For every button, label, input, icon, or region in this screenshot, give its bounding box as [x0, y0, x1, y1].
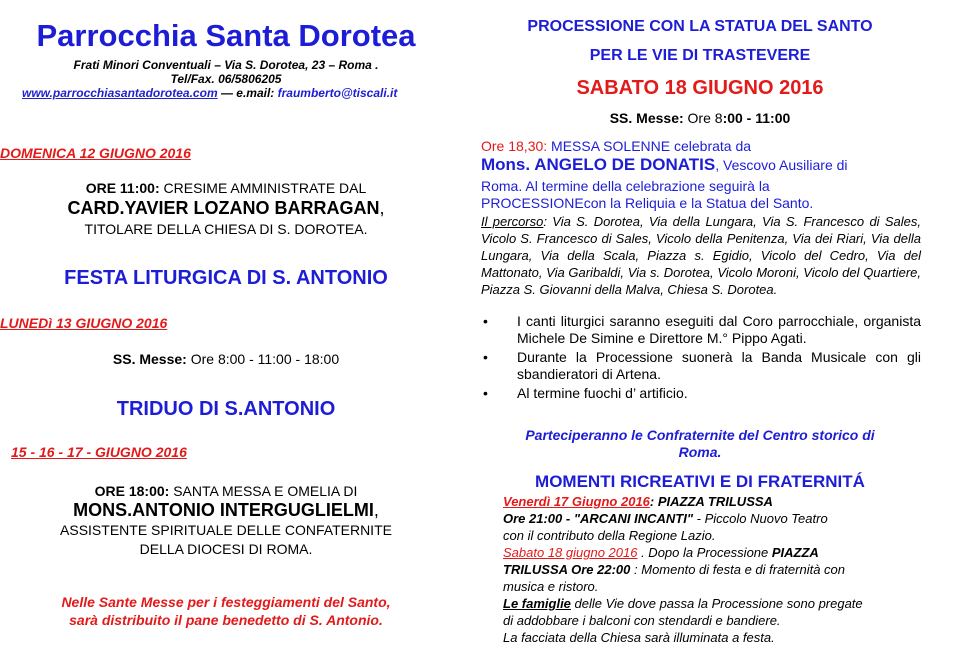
- friday-place: : PIAZZA TRILUSSA: [649, 494, 773, 509]
- friday-line: [503, 493, 923, 510]
- ceremony-line: Roma. Al termine della celebrazione seguirà la: [481, 178, 770, 194]
- saturday-line: [503, 544, 923, 561]
- saturday-event-time: TRILUSSA Ore 22:00: [503, 562, 631, 577]
- triduo-time-line: [0, 483, 452, 499]
- bullet-text: Durante la Processione suonerà la Banda Musicale con gli sbandieratori di Artena.: [517, 349, 921, 382]
- monsignor-role-2: DELLA DIOCESI DI ROMA.: [139, 541, 313, 557]
- triduo-time: ORE 18:00:: [94, 483, 170, 499]
- sunday-desc: CRESIME AMMINISTRATE DAL: [159, 180, 367, 196]
- saturday-mass-line: [470, 110, 930, 126]
- procession-title-2: PER LE VIE DI TRASTEVERE: [589, 47, 811, 64]
- monday-mass-label: SS. Messe:: [112, 351, 187, 367]
- saturday-mass-c: :00: [770, 110, 791, 126]
- saturday-event-place: PIAZZA: [771, 545, 819, 560]
- families-desc-2: di addobbare i balconi con stendardi e bandiere.: [503, 613, 781, 628]
- solemn-mass-time: Ore 18,30:: [481, 138, 552, 154]
- website-link[interactable]: www.parrocchiasantadorotea.com: [22, 86, 218, 100]
- route-label: Il percorso: [481, 214, 544, 229]
- bishop-name: Mons. ANGELO DE DONATIS: [481, 155, 716, 174]
- sunday-time: ORE 11:00:: [85, 180, 160, 196]
- bullet-text: I canti liturgici saranno eseguiti dal Coro parrocchiale, organista Michele De Simine e Direttore M.° Pippo Agati.: [517, 313, 921, 346]
- email-separator: — e.mail:: [217, 86, 278, 100]
- monsignor-role-1: ASSISTENTE SPIRITUALE DELLE CONFATERNITE: [60, 522, 392, 538]
- parish-title: Parrocchia Santa Dorotea: [36, 18, 416, 53]
- bullet-item: [481, 313, 921, 347]
- bread-note-2: sarà distribuito il pane benedetto di S. Antonio.: [69, 612, 383, 628]
- bullet-dot: •: [483, 349, 488, 365]
- bullet-dot: •: [483, 385, 488, 401]
- info-bullets: [481, 313, 921, 402]
- solemn-mass-text: MESSA SOLENNE celebrata da: [551, 138, 752, 154]
- monsignor-name-tail: ,: [373, 500, 379, 520]
- route-paragraph: [481, 213, 921, 298]
- sunday-date: DOMENICA 12 GIUGNO 2016: [0, 145, 191, 161]
- families-line: [503, 595, 923, 612]
- monday-mass-times: Ore 8:00 - 11:00 - 18:00: [186, 351, 340, 367]
- sunday-time-line: [0, 180, 452, 196]
- bullet-item: [481, 385, 921, 402]
- bread-note-1: Nelle Sante Messe per i festeggiamenti del Santo,: [61, 594, 391, 610]
- friday-date: Venerdì 17 Giugno 2016: [503, 494, 650, 509]
- cardinal-name-tail: ,: [379, 198, 385, 218]
- bullet-dot: •: [483, 313, 488, 329]
- bishop-line: [481, 155, 926, 175]
- monsignor-name: MONS.ANTONIO INTERGUGLIELMI: [73, 500, 374, 520]
- email-address[interactable]: fraumberto@tiscali.it: [277, 86, 398, 100]
- facade-line: La facciata della Chiesa sarà illuminata a festa.: [503, 630, 775, 645]
- friday-time: Ore 21:00 - "ARCANI INCANTI": [503, 511, 694, 526]
- friday-sponsor: con il contributo della Regione Lazio.: [503, 528, 716, 543]
- phone-line: Tel/Fax. 06/5806205: [170, 72, 282, 86]
- saturday-mass-a: Ore 8: [683, 110, 723, 126]
- saturday-event-desc: . Dopo la Processione: [637, 545, 772, 560]
- saturday-mass-label: SS. Messe:: [609, 110, 684, 126]
- recreation-list: [503, 493, 923, 646]
- saturday-event-desc3: musica e ristoro.: [503, 579, 599, 594]
- procession-title-1: PROCESSIONE CON LA STATUA DEL SANTO: [527, 18, 873, 35]
- solemn-mass-line: [481, 138, 921, 154]
- saturday-event-line: [503, 561, 923, 578]
- triduo-desc: SANTA MESSA E OMELIA DI: [169, 483, 358, 499]
- monday-date: LUNEDì 13 GIUGNO 2016: [0, 315, 168, 331]
- cardinal-name: CARD.YAVIER LOZANO BARRAGAN: [67, 198, 380, 218]
- saturday-event-date: Sabato 18 giugno 2016: [503, 545, 638, 560]
- route-text: : Via S. Dorotea, Via della Lungara, Via S. Francesco di Sales, Vicolo S. Francesco di Sales, Vicolo della Penitenza, Via dei Riari, Via della Lungara, Via della Scala, Piazza s. Egidio, Vicolo del Cedro, Via del Mattonato, Via Garibaldi, Via s. Dorotea, Vicolo Moroni, Vicolo del Quartiere, Piazza S. Giovanni della Malva, Chiesa S. Dorotea.: [481, 214, 921, 297]
- confraternities-line-2: Roma.: [678, 444, 722, 460]
- friday-desc: - Piccolo Nuovo Teatro: [693, 511, 828, 526]
- confraternities-line-1: Parteciperanno le Confraternite del Centro storico di: [525, 427, 875, 443]
- families-label: Le famiglie: [503, 596, 571, 611]
- bullet-item: [481, 349, 921, 383]
- bullet-text: Al termine fuochi d’ artificio.: [517, 385, 688, 401]
- recreation-title: MOMENTI RICREATIVI E DI FRATERNITÁ: [535, 472, 865, 491]
- monsignor-name-line: [0, 500, 452, 521]
- cardinal-name-line: [0, 198, 452, 219]
- feast-title: FESTA LITURGICA DI S. ANTONIO: [64, 267, 388, 289]
- saturday-mass-b: :00 - 11: [722, 110, 771, 126]
- address-line: Frati Minori Conventuali – Via S. Dorotea, 23 – Roma .: [73, 58, 379, 72]
- triduo-title: TRIDUO DI S.ANTONIO: [116, 398, 336, 420]
- cardinal-role: TITOLARE DELLA CHIESA DI S. DOROTEA.: [84, 221, 368, 237]
- families-desc: delle Vie dove passa la Processione sono pregate: [570, 596, 863, 611]
- procession-line: PROCESSIONEcon la Reliquia e la Statua del Santo.: [481, 195, 814, 211]
- friday-event-line: [503, 510, 923, 527]
- saturday-date: SABATO 18 GIUGNO 2016: [576, 77, 824, 99]
- contact-line: [22, 86, 397, 100]
- bishop-title: , Vescovo Ausiliare di: [715, 157, 848, 173]
- monday-mass-line: [0, 351, 452, 367]
- triduo-dates: 15 - 16 - 17 - GIUGNO 2016: [11, 444, 187, 460]
- saturday-event-desc2: : Momento di festa e di fraternità con: [630, 562, 846, 577]
